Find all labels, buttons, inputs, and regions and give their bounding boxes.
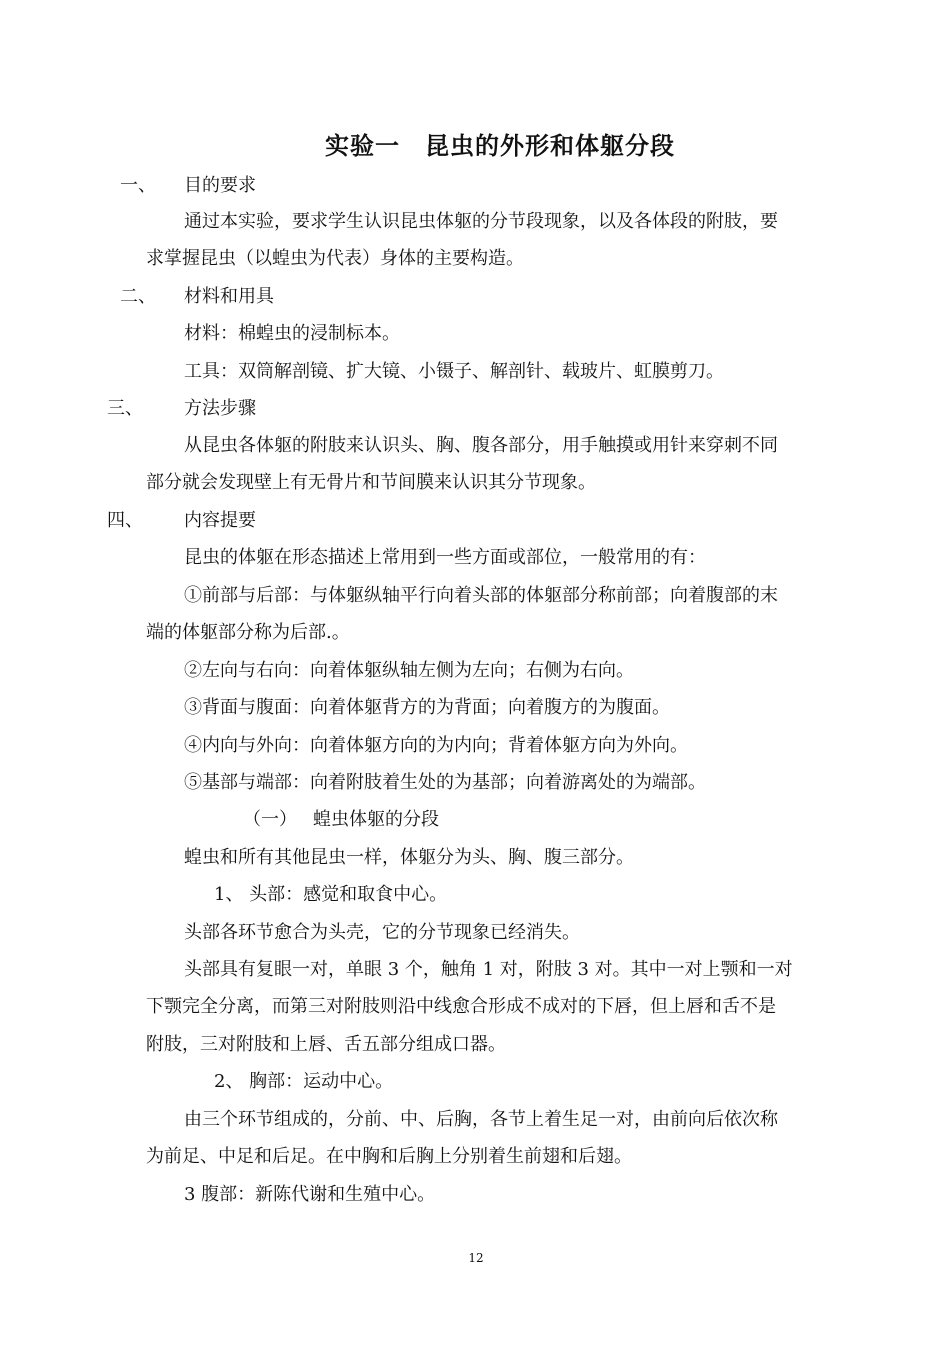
tools-line: 工具：双筒解剖镜、扩大镜、小镊子、解剖针、载玻片、虹膜剪刀。	[184, 361, 724, 382]
list-item: 端的体躯部分称为后部.。	[146, 622, 350, 643]
section-heading: 材料和用具	[184, 286, 274, 307]
list-item: ③背面与腹面：向着体躯背方的为背面；向着腹方的为腹面。	[184, 697, 670, 718]
paragraph-line: 昆虫的体躯在形态描述上常用到一些方面或部位，一般常用的有：	[184, 547, 706, 568]
section-number: 三、	[107, 398, 143, 419]
list-item: ②左向与右向：向着体躯纵轴左侧为左向；右侧为右向。	[184, 660, 634, 681]
list-item: ①前部与后部：与体躯纵轴平行向着头部的体躯部分称前部；向着腹部的末	[184, 585, 778, 606]
section-heading: 内容提要	[184, 510, 256, 531]
paragraph-line: 由三个环节组成的，分前、中、后胸，各节上着生足一对，由前向后依次称	[184, 1109, 778, 1130]
item-heading: 1、 头部：感觉和取食中心。	[214, 884, 448, 905]
paragraph-line: 求掌握昆虫（以蝗虫为代表）身体的主要构造。	[146, 248, 524, 269]
paragraph-line: 头部各环节愈合为头壳，它的分节现象已经消失。	[184, 922, 580, 943]
section-number: 二、	[120, 286, 156, 307]
subsection-number: （一）	[243, 809, 297, 830]
section-number: 四、	[107, 510, 143, 531]
item-heading: 2、 胸部：运动中心。	[214, 1071, 394, 1092]
section-heading: 目的要求	[184, 175, 256, 196]
paragraph-line: 从昆虫各体躯的附肢来认识头、胸、腹各部分，用手触摸或用针来穿刺不同	[184, 435, 778, 456]
list-item: ⑤基部与端部：向着附肢着生处的为基部；向着游离处的为端部。	[184, 772, 706, 793]
list-item: ④内向与外向：向着体躯方向的为内向；背着体躯方向为外向。	[184, 735, 688, 756]
page-number: 12	[468, 1251, 484, 1265]
paragraph-line: 为前足、中足和后足。在中胸和后胸上分别着生前翅和后翅。	[146, 1146, 632, 1167]
section-heading: 方法步骤	[184, 398, 256, 419]
paragraph-line: 附肢，三对附肢和上唇、舌五部分组成口器。	[146, 1034, 506, 1055]
section-number: 一、	[120, 175, 156, 196]
item-heading: 3 腹部：新陈代谢和生殖中心。	[184, 1184, 436, 1205]
paragraph-line: 下颚完全分离，而第三对附肢则沿中线愈合形成不成对的下唇，但上唇和舌不是	[146, 996, 776, 1017]
subsection-heading: 蝗虫体躯的分段	[313, 809, 439, 830]
paragraph-line: 蝗虫和所有其他昆虫一样，体躯分为头、胸、腹三部分。	[184, 847, 634, 868]
paragraph-line: 部分就会发现壁上有无骨片和节间膜来认识其分节现象。	[146, 472, 596, 493]
paragraph-line: 通过本实验，要求学生认识昆虫体躯的分节段现象，以及各体段的附肢，要	[184, 211, 778, 232]
materials-line: 材料：棉蝗虫的浸制标本。	[184, 323, 400, 344]
page-title: 实验一 昆虫的外形和体躯分段	[325, 131, 675, 160]
paragraph-line: 头部具有复眼一对，单眼 3 个，触角 1 对，附肢 3 对。其中一对上颚和一对	[184, 959, 793, 980]
